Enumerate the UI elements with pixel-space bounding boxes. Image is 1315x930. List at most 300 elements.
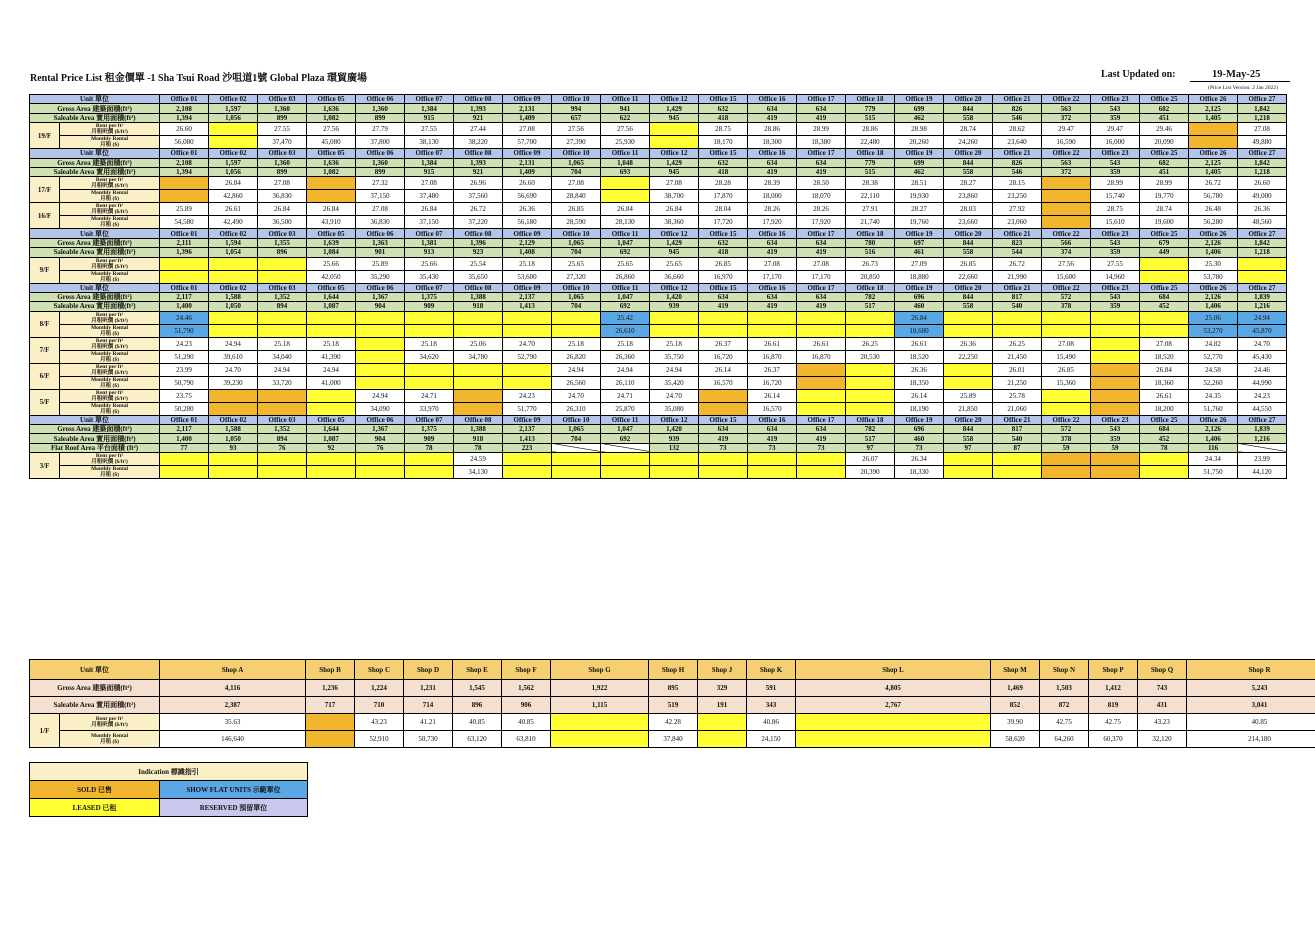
unit-name: Office 17 (797, 229, 846, 238)
legend-table (29, 762, 308, 817)
monthly-value (356, 466, 405, 479)
monthly-value: 27,320 (552, 270, 601, 283)
unit-name: Office 03 (258, 283, 307, 292)
unit-name: Office 10 (552, 283, 601, 292)
rent-value: 26.85 (552, 203, 601, 216)
saleable-area-value: 1,082 (307, 113, 356, 122)
rent-value (307, 389, 356, 402)
gross-area-value: 844 (944, 238, 993, 247)
saleable-area-value: 2,387 (160, 697, 306, 714)
unit-name: Office 01 (160, 229, 209, 238)
floor-label: 1/F (30, 714, 60, 748)
monthly-value: 26,820 (552, 350, 601, 363)
label-cn: 月租 ($) (100, 356, 119, 363)
monthly-value (1140, 466, 1189, 479)
gross-area-value: 1,047 (601, 425, 650, 434)
gross-area-value: 844 (944, 104, 993, 113)
monthly-value: 24,150 (747, 731, 796, 748)
flat-roof-value: 59 (1042, 443, 1091, 452)
saleable-area-value: 923 (454, 248, 503, 257)
rent-value: 27.08 (552, 177, 601, 190)
rent-value (405, 363, 454, 376)
gross-area-value: 682 (1140, 104, 1189, 113)
unit-name: Office 02 (209, 95, 258, 104)
monthly-value: 38,700 (650, 190, 699, 203)
gross-area-value: 1,429 (650, 238, 699, 247)
rent-per-ft-label (60, 363, 160, 376)
gross-area-value: 572 (1042, 425, 1091, 434)
saleable-area-value: 1,056 (209, 113, 258, 122)
monthly-value: 48,560 (1238, 216, 1287, 229)
gross-area-value: 1,922 (551, 680, 649, 697)
rent-value: 26.84 (258, 203, 307, 216)
saleable-area-value: 1,087 (307, 434, 356, 443)
rent-value: 27.08 (405, 177, 454, 190)
rent-value: 24.59 (454, 453, 503, 466)
monthly-value (944, 376, 993, 389)
unit-name: Office 10 (552, 149, 601, 158)
monthly-value: 26,310 (552, 402, 601, 415)
rent-value: 24.58 (1189, 363, 1238, 376)
monthly-value (1091, 402, 1140, 415)
rent-value: 24.94 (601, 363, 650, 376)
unit-name: Office 11 (601, 149, 650, 158)
saleable-area-value: 852 (991, 697, 1040, 714)
monthly-row (30, 350, 1287, 363)
monthly-value (944, 466, 993, 479)
rent-value (258, 311, 307, 324)
rent-value: 28.27 (944, 177, 993, 190)
unit-name: Office 06 (356, 415, 405, 424)
rent-value: 27.08 (797, 257, 846, 270)
saleable-area-value: 1,218 (1238, 167, 1287, 176)
gross-area-value: 817 (993, 292, 1042, 301)
gross-area-value: 697 (895, 238, 944, 247)
gross-area-value: 543 (1091, 158, 1140, 167)
monthly-value: 64,260 (1040, 731, 1089, 748)
unit-name: Office 21 (993, 149, 1042, 158)
unit-name: Office 18 (846, 415, 895, 424)
monthly-value: 16,720 (748, 376, 797, 389)
rent-value: 26.85 (699, 257, 748, 270)
unit-header-label: Unit 單位 (30, 149, 160, 158)
last-updated-label: Last Updated on: (1101, 69, 1176, 80)
gross-area-value: 1,839 (1238, 292, 1287, 301)
rent-value (846, 363, 895, 376)
unit-name: Office 26 (1189, 283, 1238, 292)
rent-value: 28.28 (699, 177, 748, 190)
unit-name: Office 02 (209, 229, 258, 238)
label-en: Monthly Rental (90, 136, 129, 143)
shop-name: Shop A (160, 660, 306, 680)
saleable-area-value: 359 (1091, 434, 1140, 443)
saleable-area-value: 1,409 (503, 113, 552, 122)
rent-value: 26.14 (748, 389, 797, 402)
monthly-rental-label (60, 350, 160, 363)
rent-value (748, 311, 797, 324)
saleable-area-value: 419 (797, 167, 846, 176)
unit-name: Office 26 (1189, 95, 1238, 104)
monthly-value: 18,070 (797, 190, 846, 203)
rent-value: 41.21 (404, 714, 453, 731)
rent-value (1140, 257, 1189, 270)
gross-area-value: 634 (748, 104, 797, 113)
rent-value (503, 453, 552, 466)
legend-sold: SOLD 已售 (30, 781, 160, 799)
gross-area-value: 5,243 (1187, 680, 1315, 697)
monthly-value: 45,080 (307, 136, 356, 149)
unit-header-label: Unit 單位 (30, 229, 160, 238)
gross-area-value: 2,108 (160, 158, 209, 167)
label-en: Rent per ft² (95, 123, 124, 130)
monthly-value: 50,280 (160, 402, 209, 415)
saleable-area-label: Saleable Area 實用面積(ft²) (30, 302, 160, 311)
monthly-value (698, 731, 747, 748)
monthly-value: 25,870 (601, 402, 650, 415)
saleable-area-value: 692 (601, 302, 650, 311)
saleable-area-label: Saleable Area 實用面積(ft²) (30, 167, 160, 176)
monthly-value: 37,470 (258, 136, 307, 149)
rent-value: 26.07 (846, 453, 895, 466)
monthly-value (650, 324, 699, 337)
monthly-value: 39,230 (209, 376, 258, 389)
rent-value: 29.47 (1091, 123, 1140, 136)
gross-area-value: 682 (1140, 158, 1189, 167)
monthly-value: 23,060 (993, 216, 1042, 229)
legend-reserved: RESERVED 預留單位 (160, 799, 308, 817)
monthly-rental-label (60, 324, 160, 337)
saleable-area-value: 899 (356, 167, 405, 176)
monthly-value (552, 324, 601, 337)
saleable-area-value: 191 (698, 697, 747, 714)
rent-value: 26.72 (454, 203, 503, 216)
monthly-value: 34,130 (454, 466, 503, 479)
unit-name: Office 27 (1238, 95, 1287, 104)
unit-name: Office 09 (503, 149, 552, 158)
saleable-area-row (30, 113, 1287, 122)
rent-value (1042, 453, 1091, 466)
rent-value (699, 453, 748, 466)
unit-name: Office 05 (307, 283, 356, 292)
monthly-value (1091, 324, 1140, 337)
monthly-value: 35,430 (405, 270, 454, 283)
monthly-value (1042, 216, 1091, 229)
monthly-value: 54,580 (160, 216, 209, 229)
gross-area-value: 679 (1140, 238, 1189, 247)
saleable-area-value: 1,115 (551, 697, 649, 714)
monthly-value: 37,800 (356, 136, 405, 149)
rent-value (846, 389, 895, 402)
gross-area-value: 1,363 (356, 238, 405, 247)
flat-roof-value: 73 (895, 443, 944, 452)
rent-value: 25.18 (503, 257, 552, 270)
rent-value: 42.28 (649, 714, 698, 731)
monthly-value: 28,840 (552, 190, 601, 203)
monthly-value: 32,120 (1138, 731, 1187, 748)
rent-value: 28.74 (944, 123, 993, 136)
rent-value: 27.56 (307, 123, 356, 136)
monthly-value (258, 324, 307, 337)
gross-area-value: 1,375 (405, 425, 454, 434)
monthly-value: 17,870 (699, 190, 748, 203)
label-en: Monthly Rental (90, 733, 129, 739)
rent-value: 28.38 (846, 177, 895, 190)
unit-name: Office 23 (1091, 283, 1140, 292)
unit-name: Office 15 (699, 415, 748, 424)
saleable-area-label: Saleable Area 實用面積(ft²) (30, 248, 160, 257)
rent-value: 24.34 (1189, 453, 1238, 466)
monthly-value (846, 376, 895, 389)
floor-label: 19/F (30, 123, 60, 149)
shop-name: Shop J (698, 660, 747, 680)
monthly-value: 22,110 (846, 190, 895, 203)
monthly-value: 58,620 (991, 731, 1040, 748)
saleable-area-value: 921 (454, 113, 503, 122)
unit-name: Office 17 (797, 415, 846, 424)
monthly-value: 18,680 (895, 324, 944, 337)
shop-rent-row (30, 714, 1315, 731)
saleable-area-value: 1,406 (1189, 302, 1238, 311)
last-updated-date: 19-May-25 (1212, 69, 1261, 80)
unit-name: Office 09 (503, 95, 552, 104)
unit-name: Office 21 (993, 229, 1042, 238)
gross-area-value: 2,137 (503, 292, 552, 301)
monthly-rental-label (60, 190, 160, 203)
gross-area-label: Gross Area 建築面積(ft²) (30, 238, 160, 247)
monthly-value: 33,720 (258, 376, 307, 389)
flat-roof-value: 78 (405, 443, 454, 452)
gross-area-value: 1,636 (307, 158, 356, 167)
gross-area-value: 780 (846, 238, 895, 247)
saleable-area-value: 913 (405, 248, 454, 257)
monthly-value: 37,220 (454, 216, 503, 229)
label-en: Monthly Rental (90, 466, 129, 473)
unit-name: Office 11 (601, 283, 650, 292)
rent-value: 26.96 (454, 177, 503, 190)
saleable-area-value: 904 (356, 302, 405, 311)
unit-name: Office 18 (846, 229, 895, 238)
shop-price-table (29, 659, 1315, 748)
gross-area-value: 684 (1140, 292, 1189, 301)
unit-name: Office 20 (944, 149, 993, 158)
label-cn: 月租呎價 ($/ft²) (91, 183, 128, 190)
saleable-area-value: 1,405 (1189, 113, 1238, 122)
monthly-value: 41,000 (307, 376, 356, 389)
saleable-area-value: 517 (846, 434, 895, 443)
monthly-rental-label (60, 466, 160, 479)
rent-value: 39.90 (991, 714, 1040, 731)
rent-value: 26.84 (601, 203, 650, 216)
gross-area-value: 782 (846, 292, 895, 301)
legend-title: Indication 標識指引 (30, 763, 308, 781)
monthly-value: 49,880 (1238, 136, 1287, 149)
flat-roof-value: 97 (944, 443, 993, 452)
gross-area-value: 844 (944, 425, 993, 434)
saleable-area-value: 1,394 (160, 167, 209, 176)
rent-row (30, 203, 1287, 216)
flat-roof-value: 73 (748, 443, 797, 452)
shop-name: Shop M (991, 660, 1040, 680)
rent-value (405, 453, 454, 466)
rent-value (601, 177, 650, 190)
gross-area-value: 543 (1091, 292, 1140, 301)
gross-area-value: 2,117 (160, 292, 209, 301)
rent-value: 27.09 (895, 257, 944, 270)
gross-area-value: 1,396 (454, 238, 503, 247)
monthly-value: 36,500 (258, 216, 307, 229)
gross-area-value: 1,639 (307, 238, 356, 247)
gross-area-value: 1,597 (209, 158, 258, 167)
monthly-value (699, 324, 748, 337)
monthly-value (993, 324, 1042, 337)
rent-value (1042, 203, 1091, 216)
monthly-row (30, 402, 1287, 415)
label-cn: 月租 ($) (100, 276, 119, 283)
saleable-area-value: 901 (356, 248, 405, 257)
saleable-area-value: 419 (748, 434, 797, 443)
unit-name: Office 06 (356, 229, 405, 238)
gross-area-value: 1,352 (258, 292, 307, 301)
rent-value (209, 389, 258, 402)
monthly-rental-label (60, 402, 160, 415)
monthly-value (454, 402, 503, 415)
rent-value (258, 453, 307, 466)
rent-value (160, 177, 209, 190)
rent-value: 24.70 (552, 389, 601, 402)
rent-value (503, 311, 552, 324)
unit-name: Office 12 (650, 283, 699, 292)
date-underline (1190, 81, 1290, 82)
rent-value: 25.42 (601, 311, 650, 324)
saleable-area-value: 2,767 (796, 697, 991, 714)
rent-value: 25.06 (1189, 311, 1238, 324)
monthly-value: 19,600 (1140, 216, 1189, 229)
rent-row (30, 337, 1287, 350)
monthly-row (30, 216, 1287, 229)
saleable-area-value: 657 (552, 113, 601, 122)
gross-area-value: 566 (1042, 238, 1091, 247)
gross-area-value: 1,469 (991, 680, 1040, 697)
rent-value: 27.08 (1140, 337, 1189, 350)
price-list-version: (Price List Version: 2 Jan 2022) (1208, 85, 1278, 91)
saleable-area-value: 418 (699, 113, 748, 122)
monthly-value: 45,430 (1238, 350, 1287, 363)
monthly-value: 18,520 (895, 350, 944, 363)
floor-label: 8/F (30, 311, 60, 337)
flat-roof-row (30, 443, 1287, 452)
rent-value: 28.26 (797, 203, 846, 216)
saleable-area-value: 419 (748, 248, 797, 257)
label-cn: 月租 ($) (100, 472, 119, 479)
gross-area-value: 1,352 (258, 425, 307, 434)
monthly-value (307, 324, 356, 337)
saleable-area-value: 558 (944, 113, 993, 122)
monthly-value: 22,660 (944, 270, 993, 283)
gross-area-value: 2,117 (160, 425, 209, 434)
rent-value: 26.34 (895, 453, 944, 466)
monthly-value: 16,590 (1042, 136, 1091, 149)
saleable-area-value: 460 (895, 302, 944, 311)
shop-name: Shop N (1040, 660, 1089, 680)
rent-value: 27.55 (1091, 257, 1140, 270)
monthly-value: 38,360 (650, 216, 699, 229)
gross-area-value: 826 (993, 158, 1042, 167)
monthly-value (1042, 190, 1091, 203)
rent-row (30, 257, 1287, 270)
monthly-value: 35,650 (454, 270, 503, 283)
rent-row (30, 389, 1287, 402)
gross-area-value: 563 (1042, 104, 1091, 113)
unit-name: Office 27 (1238, 415, 1287, 424)
rent-row (30, 363, 1287, 376)
gross-area-value: 2,125 (1189, 104, 1238, 113)
gross-area-value: 634 (797, 104, 846, 113)
rent-value: 27.55 (258, 123, 307, 136)
rent-value: 27.08 (258, 177, 307, 190)
monthly-value (551, 731, 649, 748)
flat-roof-value (601, 443, 650, 452)
monthly-value (846, 402, 895, 415)
gross-area-value: 591 (747, 680, 796, 697)
monthly-value: 27,390 (552, 136, 601, 149)
gross-area-value: 1,842 (1238, 238, 1287, 247)
unit-name: Office 21 (993, 95, 1042, 104)
rent-value (209, 123, 258, 136)
monthly-rental-label (60, 136, 160, 149)
shop-name: Shop P (1089, 660, 1138, 680)
unit-name: Office 10 (552, 415, 601, 424)
rent-value: 24.71 (405, 389, 454, 402)
gross-area-value: 634 (797, 425, 846, 434)
saleable-area-value: 717 (306, 697, 355, 714)
unit-name: Office 18 (846, 95, 895, 104)
monthly-value: 17,170 (797, 270, 846, 283)
rent-value: 28.98 (895, 123, 944, 136)
flat-roof-value: 73 (797, 443, 846, 452)
unit-name: Office 12 (650, 229, 699, 238)
gross-area-value: 2,126 (1189, 238, 1238, 247)
saleable-area-value: 378 (1042, 434, 1091, 443)
unit-name: Office 01 (160, 149, 209, 158)
shop-name: Shop C (355, 660, 404, 680)
saleable-area-value: 419 (797, 302, 846, 311)
monthly-value: 56,690 (503, 190, 552, 203)
unit-name: Office 26 (1189, 149, 1238, 158)
gross-area-value: 1,367 (356, 425, 405, 434)
unit-name: Office 02 (209, 283, 258, 292)
label-cn: 月租呎價 ($/ft²) (91, 722, 128, 728)
unit-name: Office 23 (1091, 229, 1140, 238)
monthly-value: 18,330 (895, 466, 944, 479)
unit-name: Office 16 (748, 283, 797, 292)
label-cn: 月租 ($) (100, 739, 119, 745)
rent-value: 26.36 (503, 203, 552, 216)
gross-area-value: 1,360 (258, 158, 307, 167)
monthly-value (503, 376, 552, 389)
unit-name: Office 25 (1140, 415, 1189, 424)
label-cn: 月租呎價 ($/ft²) (91, 343, 128, 350)
monthly-value: 35,750 (650, 350, 699, 363)
monthly-value: 18,200 (1140, 402, 1189, 415)
rent-per-ft-label (60, 453, 160, 466)
rent-value: 40.85 (453, 714, 502, 731)
monthly-value: 36,830 (356, 216, 405, 229)
unit-name: Office 02 (209, 149, 258, 158)
flat-roof-value: 73 (699, 443, 748, 452)
saleable-area-value: 544 (993, 248, 1042, 257)
monthly-value: 22,480 (846, 136, 895, 149)
rent-value (307, 453, 356, 466)
